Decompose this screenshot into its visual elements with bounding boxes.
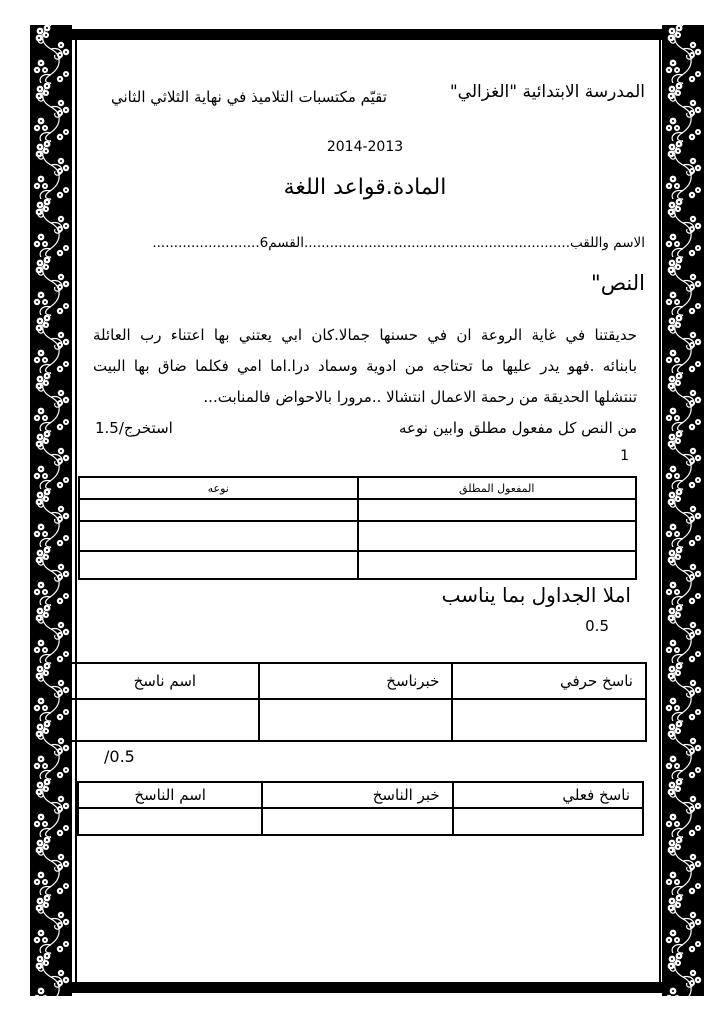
question-1-prompt: من النص كل مفعول مطلق وابين نوعه — [399, 419, 637, 437]
reading-text-line: تنتشلها الحديقة من رحمة الاعمال انتشالا ..مرورا بالاحواض فالمنابت... — [203, 388, 637, 406]
question-1-number: 1 — [620, 448, 629, 464]
table-row — [79, 499, 636, 521]
ornamental-border-left — [30, 25, 72, 996]
reading-text-line: حديقتنا في غاية الروعة ان في حسنها جمالا.كان ابي يعتني بها اعتناء رب العائلة — [93, 326, 637, 344]
vine-pattern-right — [662, 25, 704, 996]
maf3ul-mutlaq-table — [78, 476, 637, 580]
grade-badge-b: /0.5 — [104, 747, 135, 766]
table-row — [71, 699, 646, 741]
empty-cell — [71, 699, 259, 741]
table-row — [79, 551, 636, 579]
table-header-row — [78, 782, 643, 808]
column-header: اسم الناسخ — [78, 782, 262, 808]
question-1-grade: 1.5/استخرج — [95, 419, 173, 437]
table-row — [79, 521, 636, 551]
school-year: 2014-2013 — [326, 139, 404, 155]
document-content — [85, 0, 645, 1024]
subject-title: المادة.قواعد اللغة — [283, 175, 447, 200]
empty-cell — [79, 521, 358, 551]
inner-rule-left — [75, 29, 77, 993]
ornamental-border-right — [662, 25, 704, 996]
empty-cell — [358, 499, 637, 521]
column-header: المفعول المطلق — [358, 477, 637, 499]
fill-tables-heading: املا الجداول بما يناسب — [441, 583, 631, 607]
reading-text — [93, 320, 637, 413]
question-1 — [95, 419, 637, 437]
harfi-nasikh-table — [70, 662, 647, 742]
column-header: خبر الناسخ — [262, 782, 452, 808]
column-header: خبرناسخ — [259, 663, 453, 699]
reading-text-line: بابنائه .فهو يدر عليها ما تحتاجه من ادوية وسماد درا.اما امي فكلما ضاق بها البيت — [93, 357, 637, 375]
empty-cell — [79, 551, 358, 579]
school-name: المدرسة الابتدائية "الغزالي" — [449, 82, 645, 102]
empty-cell — [78, 808, 262, 835]
empty-cell — [358, 551, 637, 579]
empty-cell — [262, 808, 452, 835]
table-header-row — [79, 477, 636, 499]
column-header: نوعه — [79, 477, 358, 499]
column-header: ناسخ فعلي — [453, 782, 643, 808]
column-header: ناسخ حرفي — [452, 663, 646, 699]
inner-rule-right — [659, 29, 661, 993]
vine-pattern-left — [30, 25, 72, 996]
empty-cell — [259, 699, 453, 741]
table-row — [78, 808, 643, 835]
empty-cell — [452, 699, 646, 741]
fi3li-nasikh-table — [77, 781, 644, 836]
empty-cell — [79, 499, 358, 521]
text-section-title: النص" — [591, 271, 645, 295]
name-and-section-line: الاسم واللقب..............................................................القسم6......................... — [152, 235, 645, 251]
table-header-row — [71, 663, 646, 699]
grade-badge-a: 0.5 — [585, 617, 609, 635]
assessment-title: تقيّم مكتسبات التلاميذ في نهاية الثلاثي الثاني — [111, 88, 387, 106]
empty-cell — [453, 808, 643, 835]
empty-cell — [358, 521, 637, 551]
column-header: اسم ناسخ — [71, 663, 259, 699]
